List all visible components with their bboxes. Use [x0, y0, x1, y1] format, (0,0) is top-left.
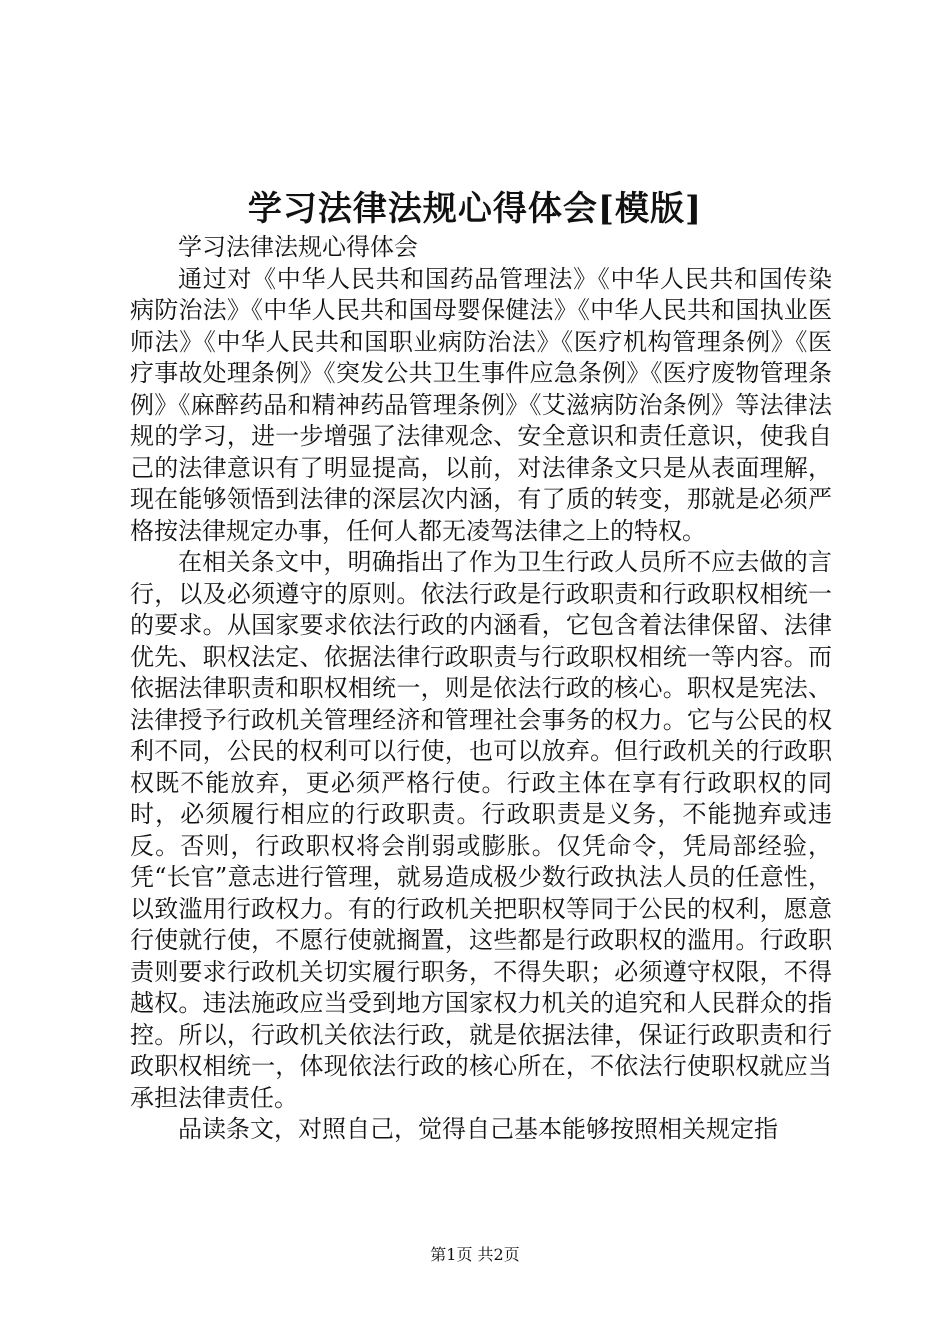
page-number: 第1页 共2页	[430, 1245, 520, 1264]
document-title: 学习法律法规心得体会[模版]	[247, 189, 703, 229]
body-paragraph: 品读条文，对照自己，觉得自己基本能够按照相关规定指	[178, 1115, 778, 1143]
body-paragraph: 通过对《中华人民共和国药品管理法》《中华人民共和国传染病防治法》《中华人民共和国母婴保健法》《中华人民共和国执业医师法》《中华人民共和国职业病防治法》《医疗机构管理条例》《医疗事故处理条例》《突发公共卫生事件应急条例》《医疗废物管理条例》《麻醉药品和精神药品管理条例》《艾滋病防治条例》等法律法规的学习，进一步增强了法律观念、安全意识和责任意识，使我自己的法律意识有了明显提高，以前，对法律条文只是从表面理解，现在能够领悟到法律的深层次内涵，有了质的转变，那就是必须严格按法律规定办事，任何人都无凌驾法律之上的特权。	[130, 264, 832, 545]
page-footer	[0, 1244, 950, 1266]
document-body	[130, 232, 832, 1146]
body-paragraph: 在相关条文中，明确指出了作为卫生行政人员所不应去做的言行，以及必须遵守的原则。依法行政是行政职责和行政职权相统一的要求。从国家要求依法行政的内涵看，它包含着法律保留、法律优先、职权法定、依据法律行政职责与行政职权相统一等内容。而依据法律职责和职权相统一，则是依法行政的核心。职权是宪法、法律授予行政机关管理经济和管理社会事务的权力。它与公民的权利不同，公民的权利可以行使，也可以放弃。但行政机关的行政职权既不能放弃，更必须严格行使。行政主体在享有行政职权的同时，必须履行相应的行政职责。行政职责是义务，不能抛弃或违反。否则，行政职权将会削弱或膨胀。仅凭命令，凭局部经验，凭“长官”意志进行管理，就易造成极少数行政执法人员的任意性，以致滥用行政权力。有的行政机关把职权等同于公民的权利，愿意行使就行使，不愿行使就搁置，这些都是行政职权的滥用。行政职责则要求行政机关切实履行职务，不得失职；必须遵守权限，不得越权。违法施政应当受到地方国家权力机关的追究和人民群众的指控。所以，行政机关依法行政，就是依据法律，保证行政职责和行政职权相统一，体现依法行政的核心所在，不依法行使职权就应当承担法律责任。	[130, 548, 832, 1112]
subtitle-paragraph: 学习法律法规心得体会	[178, 233, 418, 261]
